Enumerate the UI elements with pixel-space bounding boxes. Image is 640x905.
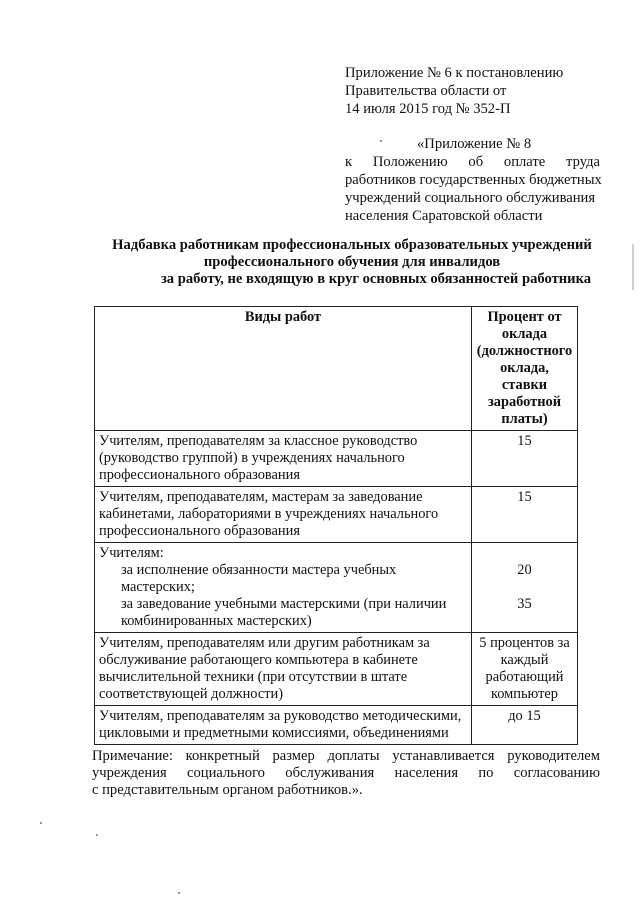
work-cell — [95, 543, 472, 633]
percent-cell: 15 — [472, 431, 578, 487]
note-line: с представительным органом работников.». — [92, 782, 363, 798]
percent-cell: 5 процентов за каждый работающий компьютер — [472, 633, 578, 706]
scan-speck — [96, 834, 98, 836]
table-header-row — [95, 307, 578, 431]
reference-block — [345, 135, 600, 225]
col-percent-header: Процент от оклада (должностного оклада, ставки заработной платы) — [472, 307, 578, 431]
note-line: Примечание: конкретный размер доплаты устанавливается руководителем — [92, 748, 600, 764]
reference-line: населения Саратовской области — [345, 208, 543, 224]
work-cell: Учителям, преподавателям или другим работникам за обслуживание работающего компьютера в кабинете вычислительной техники (при отсутствии в штате соответствующей должности) — [95, 633, 472, 706]
appendix-line: Приложение № 6 к постановлению — [345, 65, 564, 81]
appendix-line: 14 июля 2015 год № 352-П — [345, 101, 511, 117]
work-sub-item: за заведование учебными мастерскими (при наличии комбинированных мастерских) — [121, 596, 447, 629]
reference-line: работников государственных бюджетных — [345, 172, 602, 188]
table-row — [95, 543, 578, 633]
percent-cell: 15 — [472, 487, 578, 543]
work-cell: Учителям, преподавателям, мастерам за заведование кабинетами, лабораториями в учреждениях начального профессионального образования — [95, 487, 472, 543]
work-sub-item: за исполнение обязанности мастера учебных мастерских; — [121, 562, 397, 595]
reference-line: учреждений социального обслуживания — [345, 190, 596, 206]
scan-speck — [380, 140, 382, 142]
reference-first-line: «Приложение № 8 — [417, 136, 532, 152]
table-row — [95, 706, 578, 745]
reference-line: к Положению об оплате труда — [345, 154, 600, 170]
note-line: учреждения социального обслуживания населения по согласованию — [92, 765, 600, 781]
scan-speck — [40, 822, 42, 824]
percent-cell: до 15 — [472, 706, 578, 745]
percent-sub-value: 20 — [517, 562, 532, 578]
allowance-table — [94, 306, 578, 745]
work-cell: Учителям, преподавателям за руководство методическими, цикловыми и предметными комиссиями, объединениями — [95, 706, 472, 745]
scan-speck — [178, 892, 180, 894]
col-work-header: Виды работ — [95, 307, 472, 431]
percent-sub-value: 35 — [517, 596, 532, 612]
table-row — [95, 633, 578, 706]
work-intro: Учителям: — [99, 545, 164, 561]
table-row — [95, 487, 578, 543]
table-row — [95, 431, 578, 487]
title-line: профессионального обучения для инвалидов — [203, 254, 501, 270]
work-cell: Учителям, преподавателям за классное руководство (руководство группой) в учреждениях начального профессионального образования — [95, 431, 472, 487]
spacer — [476, 579, 573, 596]
title-line: Надбавка работникам профессиональных образовательных учреждений — [112, 237, 592, 253]
appendix-line: Правительства области от — [345, 83, 507, 99]
title-line: за работу, не входящую в круг основных обязанностей работника — [160, 271, 592, 287]
percent-cell — [472, 543, 578, 633]
spacer — [476, 545, 573, 562]
note-paragraph — [92, 748, 600, 799]
scan-edge-mark — [632, 244, 634, 290]
document-title — [92, 237, 612, 288]
appendix-header — [345, 64, 601, 118]
